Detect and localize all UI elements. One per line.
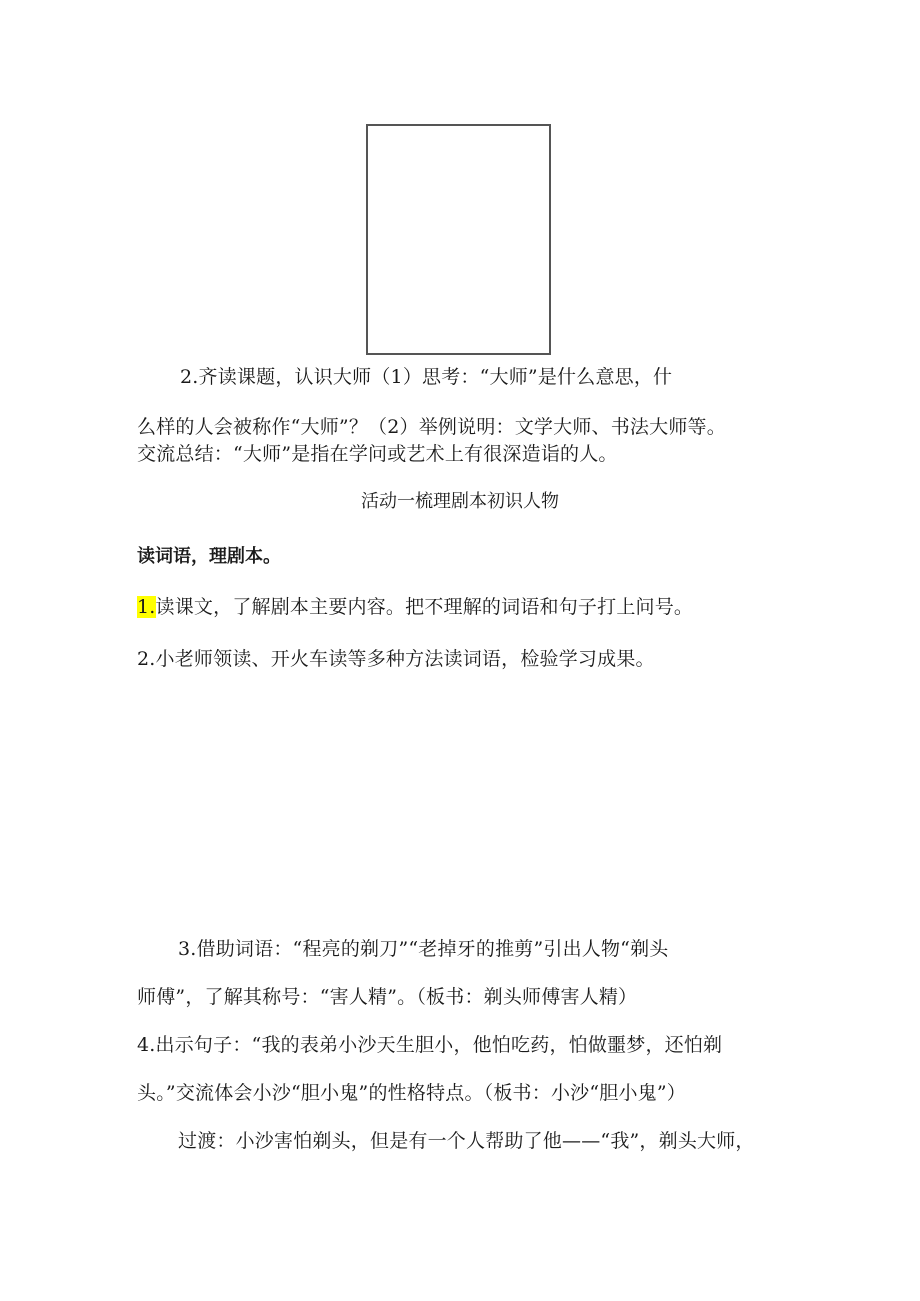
paragraph-line: 师傅”，了解其称号：“害人精”。（板书：剃头师傅害人精） [137, 986, 638, 1008]
paragraph-line: 头。”交流体会小沙“胆小鬼”的性格特点。（板书：小沙“胆小鬼”） [137, 1082, 686, 1104]
paragraph-line: 3.借助词语：“程亮的剃刀”“老掉牙的推剪”引出人物“剃头 [178, 938, 669, 960]
paragraph-line: 过渡：小沙害怕剃头，但是有一个人帮助了他——“我”，剃头大师， [178, 1130, 755, 1152]
activity-title: 活动一梳理剧本初识人物 [361, 491, 559, 512]
paragraph-line: 交流总结：“大师”是指在学问或艺术上有很深造诣的人。 [137, 443, 618, 465]
image-placeholder-frame [366, 124, 551, 355]
paragraph-line: 4.出示句子：“我的表弟小沙天生胆小，他怕吃药，怕做噩梦，还怕剃 [137, 1034, 723, 1056]
section-heading: 读词语，理剧本。 [137, 546, 281, 567]
paragraph-line: 2.齐读课题，认识大师（1）思考：“大师”是什么意思，什 [180, 366, 673, 388]
highlighted-number: 1. [137, 596, 156, 618]
paragraph-line: 么样的人会被称作“大师”？（2）举例说明：文学大师、书法大师等。 [137, 416, 726, 438]
list-item-text: 读课文，了解剧本主要内容。把不理解的词语和句子打上问号。 [155, 596, 694, 618]
list-item: 2.小老师领读、开火车读等多种方法读词语，检验学习成果。 [137, 648, 655, 670]
list-item [137, 594, 693, 620]
